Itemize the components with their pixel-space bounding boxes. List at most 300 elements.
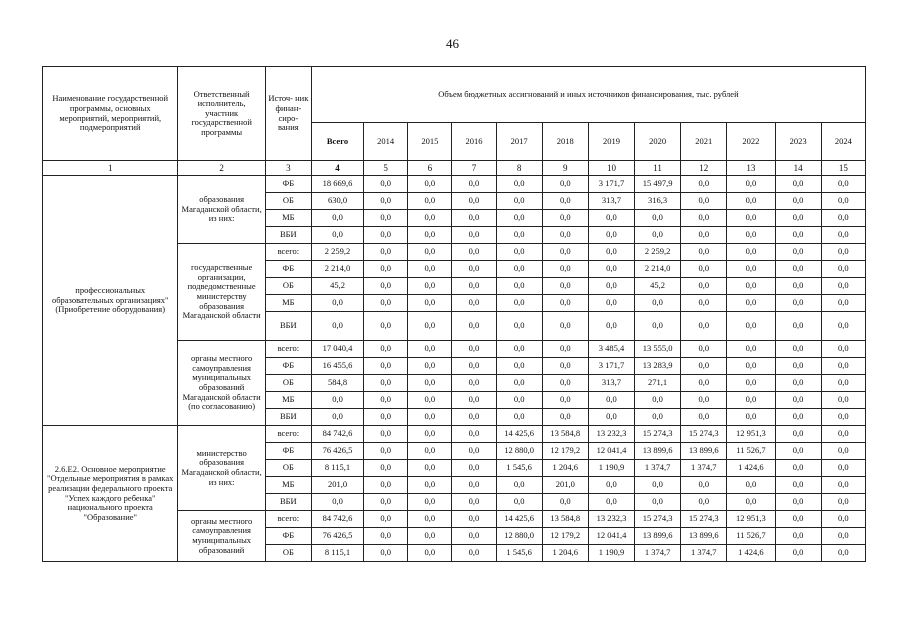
value-cell: 3 485,4 (588, 341, 634, 358)
total-cell: 0,0 (311, 227, 363, 244)
value-cell: 0,0 (775, 375, 821, 392)
value-cell: 0,0 (408, 528, 452, 545)
value-cell: 1 204,6 (542, 545, 588, 562)
value-cell: 1 374,7 (681, 545, 727, 562)
value-cell: 0,0 (727, 227, 775, 244)
value-cell: 0,0 (408, 341, 452, 358)
value-cell: 0,0 (588, 494, 634, 511)
source-cell: ФБ (265, 176, 311, 193)
value-cell: 13 232,3 (588, 511, 634, 528)
value-cell: 0,0 (452, 494, 496, 511)
value-cell: 0,0 (542, 375, 588, 392)
value-cell: 0,0 (496, 312, 542, 341)
value-cell: 12 951,3 (727, 511, 775, 528)
value-cell: 1 190,9 (588, 460, 634, 477)
value-cell: 0,0 (408, 409, 452, 426)
value-cell: 0,0 (775, 244, 821, 261)
value-cell: 0,0 (727, 494, 775, 511)
value-cell: 0,0 (775, 443, 821, 460)
value-cell: 0,0 (821, 278, 865, 295)
responsible-cell: органы местного самоуправления муниципальных образований Магаданской области (по согласованию) (178, 341, 265, 426)
value-cell: 0,0 (821, 210, 865, 227)
value-cell: 13 232,3 (588, 426, 634, 443)
value-cell: 0,0 (364, 528, 408, 545)
total-cell: 84 742,6 (311, 426, 363, 443)
value-cell: 0,0 (588, 312, 634, 341)
value-cell: 0,0 (821, 426, 865, 443)
source-cell: ФБ (265, 528, 311, 545)
value-cell: 14 425,6 (496, 426, 542, 443)
source-cell: ФБ (265, 261, 311, 278)
column-number: 7 (452, 161, 496, 176)
value-cell: 1 424,6 (727, 460, 775, 477)
value-cell: 0,0 (821, 528, 865, 545)
source-cell: МБ (265, 392, 311, 409)
value-cell: 0,0 (542, 210, 588, 227)
value-cell: 13 899,6 (635, 443, 681, 460)
value-cell: 0,0 (452, 375, 496, 392)
column-number: 15 (821, 161, 865, 176)
value-cell: 0,0 (496, 375, 542, 392)
value-cell: 0,0 (452, 392, 496, 409)
value-cell: 0,0 (452, 227, 496, 244)
value-cell: 0,0 (727, 341, 775, 358)
value-cell: 0,0 (727, 358, 775, 375)
value-cell: 0,0 (408, 176, 452, 193)
value-cell: 0,0 (542, 295, 588, 312)
value-cell: 0,0 (408, 375, 452, 392)
value-cell: 0,0 (727, 261, 775, 278)
value-cell: 1 190,9 (588, 545, 634, 562)
total-cell: 8 115,1 (311, 545, 363, 562)
value-cell: 0,0 (821, 375, 865, 392)
value-cell: 0,0 (408, 244, 452, 261)
value-cell: 0,0 (496, 358, 542, 375)
value-cell: 0,0 (364, 312, 408, 341)
value-cell: 0,0 (364, 511, 408, 528)
header-year: 2015 (408, 123, 452, 161)
total-cell: 45,2 (311, 278, 363, 295)
value-cell: 0,0 (408, 193, 452, 210)
value-cell: 15 274,3 (681, 511, 727, 528)
source-cell: ВБИ (265, 312, 311, 341)
header-year: 2023 (775, 123, 821, 161)
value-cell: 0,0 (635, 477, 681, 494)
source-cell: ВБИ (265, 409, 311, 426)
total-cell: 0,0 (311, 312, 363, 341)
value-cell: 0,0 (775, 511, 821, 528)
column-number: 13 (727, 161, 775, 176)
total-cell: 0,0 (311, 494, 363, 511)
value-cell: 0,0 (452, 261, 496, 278)
value-cell: 0,0 (542, 341, 588, 358)
value-cell: 0,0 (408, 494, 452, 511)
header-source: Источ- ник финан- сиро- вания (265, 67, 311, 161)
value-cell: 0,0 (452, 528, 496, 545)
value-cell: 0,0 (821, 460, 865, 477)
value-cell: 0,0 (775, 278, 821, 295)
value-cell: 0,0 (775, 210, 821, 227)
total-cell: 84 742,6 (311, 511, 363, 528)
value-cell: 0,0 (364, 341, 408, 358)
source-cell: всего: (265, 511, 311, 528)
value-cell: 0,0 (821, 227, 865, 244)
value-cell: 0,0 (635, 227, 681, 244)
table-row (43, 176, 866, 193)
value-cell: 0,0 (408, 312, 452, 341)
total-cell: 76 426,5 (311, 528, 363, 545)
column-number: 2 (178, 161, 265, 176)
value-cell: 14 425,6 (496, 511, 542, 528)
value-cell: 15 274,3 (681, 426, 727, 443)
column-number: 3 (265, 161, 311, 176)
header-total: Всего (311, 123, 363, 161)
value-cell: 0,0 (452, 426, 496, 443)
value-cell: 0,0 (408, 358, 452, 375)
value-cell: 0,0 (408, 392, 452, 409)
value-cell: 0,0 (727, 244, 775, 261)
program-name-cell: профессиональных образовательных организациях" (Приобретение оборудования) (43, 176, 178, 426)
total-cell: 2 259,2 (311, 244, 363, 261)
value-cell: 0,0 (408, 227, 452, 244)
value-cell: 0,0 (496, 176, 542, 193)
value-cell: 0,0 (496, 392, 542, 409)
value-cell: 0,0 (775, 358, 821, 375)
value-cell: 0,0 (821, 443, 865, 460)
value-cell: 0,0 (364, 176, 408, 193)
value-cell: 0,0 (681, 341, 727, 358)
total-cell: 630,0 (311, 193, 363, 210)
value-cell: 1 374,7 (635, 545, 681, 562)
source-cell: ОБ (265, 193, 311, 210)
value-cell: 0,0 (452, 358, 496, 375)
value-cell: 0,0 (496, 477, 542, 494)
value-cell: 0,0 (775, 261, 821, 278)
value-cell: 0,0 (775, 545, 821, 562)
value-cell: 0,0 (588, 392, 634, 409)
value-cell: 0,0 (588, 409, 634, 426)
value-cell: 0,0 (364, 358, 408, 375)
value-cell: 0,0 (588, 261, 634, 278)
total-cell: 18 669,6 (311, 176, 363, 193)
value-cell: 15 274,3 (635, 511, 681, 528)
header-volume: Объем бюджетных ассигнований и иных источников финансирования, тыс. рублей (311, 67, 865, 123)
value-cell: 0,0 (775, 295, 821, 312)
value-cell: 0,0 (775, 176, 821, 193)
value-cell: 0,0 (364, 295, 408, 312)
value-cell: 0,0 (496, 278, 542, 295)
total-cell: 201,0 (311, 477, 363, 494)
total-cell: 0,0 (311, 392, 363, 409)
value-cell: 1 374,7 (681, 460, 727, 477)
value-cell: 45,2 (635, 278, 681, 295)
value-cell: 313,7 (588, 375, 634, 392)
value-cell: 0,0 (681, 193, 727, 210)
value-cell: 15 497,9 (635, 176, 681, 193)
value-cell: 0,0 (775, 193, 821, 210)
source-cell: МБ (265, 295, 311, 312)
column-number: 8 (496, 161, 542, 176)
value-cell: 0,0 (364, 278, 408, 295)
value-cell: 0,0 (364, 545, 408, 562)
responsible-cell: образования Магаданской области, из них: (178, 176, 265, 244)
source-cell: ОБ (265, 278, 311, 295)
value-cell: 0,0 (542, 358, 588, 375)
value-cell: 0,0 (542, 312, 588, 341)
value-cell: 0,0 (775, 460, 821, 477)
value-cell: 0,0 (588, 477, 634, 494)
value-cell: 0,0 (821, 511, 865, 528)
value-cell: 0,0 (681, 210, 727, 227)
value-cell: 0,0 (681, 375, 727, 392)
header-year: 2019 (588, 123, 634, 161)
value-cell: 0,0 (635, 295, 681, 312)
value-cell: 0,0 (775, 312, 821, 341)
value-cell: 0,0 (775, 409, 821, 426)
value-cell: 0,0 (496, 244, 542, 261)
value-cell: 0,0 (588, 295, 634, 312)
column-number: 1 (43, 161, 178, 176)
value-cell: 0,0 (542, 227, 588, 244)
value-cell: 0,0 (821, 477, 865, 494)
responsible-cell: министерство образования Магаданской области, из них: (178, 426, 265, 511)
source-cell: всего: (265, 244, 311, 261)
value-cell: 0,0 (681, 227, 727, 244)
value-cell: 0,0 (775, 426, 821, 443)
value-cell: 1 204,6 (542, 460, 588, 477)
value-cell: 0,0 (542, 244, 588, 261)
value-cell: 316,3 (635, 193, 681, 210)
value-cell: 13 283,9 (635, 358, 681, 375)
value-cell: 0,0 (727, 409, 775, 426)
source-cell: ОБ (265, 545, 311, 562)
value-cell: 0,0 (821, 193, 865, 210)
source-cell: ВБИ (265, 227, 311, 244)
value-cell: 0,0 (408, 210, 452, 227)
value-cell: 13 584,8 (542, 426, 588, 443)
value-cell: 0,0 (408, 278, 452, 295)
header-year: 2017 (496, 123, 542, 161)
value-cell: 0,0 (821, 261, 865, 278)
value-cell: 3 171,7 (588, 358, 634, 375)
column-number: 12 (681, 161, 727, 176)
value-cell: 0,0 (821, 358, 865, 375)
header-year: 2022 (727, 123, 775, 161)
source-cell: ОБ (265, 375, 311, 392)
value-cell: 13 899,6 (681, 528, 727, 545)
value-cell: 0,0 (681, 392, 727, 409)
value-cell: 271,1 (635, 375, 681, 392)
value-cell: 0,0 (681, 477, 727, 494)
value-cell: 313,7 (588, 193, 634, 210)
value-cell: 0,0 (364, 392, 408, 409)
value-cell: 0,0 (452, 409, 496, 426)
value-cell: 0,0 (681, 261, 727, 278)
source-cell: МБ (265, 477, 311, 494)
column-number: 4 (311, 161, 363, 176)
value-cell: 0,0 (821, 494, 865, 511)
value-cell: 0,0 (821, 312, 865, 341)
value-cell: 0,0 (821, 341, 865, 358)
value-cell: 0,0 (408, 426, 452, 443)
value-cell: 3 171,7 (588, 176, 634, 193)
value-cell: 0,0 (452, 477, 496, 494)
value-cell: 1 545,6 (496, 545, 542, 562)
table-row (43, 426, 866, 443)
value-cell: 12 880,0 (496, 528, 542, 545)
value-cell: 0,0 (452, 460, 496, 477)
value-cell: 0,0 (821, 295, 865, 312)
value-cell: 0,0 (635, 494, 681, 511)
value-cell: 0,0 (588, 278, 634, 295)
value-cell: 13 899,6 (635, 528, 681, 545)
value-cell: 12 041,4 (588, 443, 634, 460)
value-cell: 0,0 (452, 176, 496, 193)
column-number: 5 (364, 161, 408, 176)
value-cell: 0,0 (681, 409, 727, 426)
value-cell: 0,0 (452, 244, 496, 261)
value-cell: 1 424,6 (727, 545, 775, 562)
value-cell: 0,0 (364, 477, 408, 494)
value-cell: 0,0 (408, 443, 452, 460)
value-cell: 0,0 (408, 477, 452, 494)
column-number: 6 (408, 161, 452, 176)
responsible-cell: органы местного самоуправления муниципальных образований (178, 511, 265, 562)
value-cell: 0,0 (727, 193, 775, 210)
total-cell: 584,8 (311, 375, 363, 392)
value-cell: 0,0 (408, 545, 452, 562)
value-cell: 0,0 (452, 193, 496, 210)
source-cell: ВБИ (265, 494, 311, 511)
value-cell: 0,0 (681, 295, 727, 312)
source-cell: всего: (265, 426, 311, 443)
value-cell: 0,0 (452, 295, 496, 312)
value-cell: 0,0 (452, 511, 496, 528)
value-cell: 0,0 (364, 261, 408, 278)
value-cell: 13 555,0 (635, 341, 681, 358)
value-cell: 0,0 (775, 392, 821, 409)
value-cell: 1 545,6 (496, 460, 542, 477)
header-year: 2018 (542, 123, 588, 161)
value-cell: 0,0 (727, 375, 775, 392)
value-cell: 0,0 (681, 358, 727, 375)
program-name-cell: 2.6.Е2. Основное мероприятие "Отдельные мероприятия в рамках реализации федерального проекта "Успех каждого ребенка" национального проекта "Образование" (43, 426, 178, 562)
value-cell: 0,0 (635, 392, 681, 409)
source-cell: ОБ (265, 460, 311, 477)
value-cell: 0,0 (635, 409, 681, 426)
value-cell: 0,0 (542, 392, 588, 409)
value-cell: 0,0 (727, 295, 775, 312)
header-name: Наименование государственной программы, основных мероприятий, мероприятий, подмероприятий (43, 67, 178, 161)
total-cell: 76 426,5 (311, 443, 363, 460)
column-number: 11 (635, 161, 681, 176)
value-cell: 0,0 (542, 176, 588, 193)
value-cell: 0,0 (681, 494, 727, 511)
value-cell: 0,0 (452, 210, 496, 227)
value-cell: 0,0 (727, 210, 775, 227)
value-cell: 0,0 (821, 176, 865, 193)
value-cell: 2 214,0 (635, 261, 681, 278)
column-number: 9 (542, 161, 588, 176)
value-cell: 0,0 (496, 210, 542, 227)
value-cell: 0,0 (727, 312, 775, 341)
value-cell: 0,0 (496, 227, 542, 244)
value-cell: 0,0 (496, 295, 542, 312)
value-cell: 0,0 (727, 176, 775, 193)
value-cell: 0,0 (408, 295, 452, 312)
value-cell: 0,0 (542, 494, 588, 511)
total-cell: 0,0 (311, 295, 363, 312)
page-number: 46 (446, 36, 459, 51)
value-cell: 0,0 (364, 443, 408, 460)
value-cell: 13 899,6 (681, 443, 727, 460)
value-cell: 0,0 (775, 494, 821, 511)
value-cell: 0,0 (364, 460, 408, 477)
header-year: 2024 (821, 123, 865, 161)
value-cell: 0,0 (364, 244, 408, 261)
value-cell: 0,0 (408, 261, 452, 278)
value-cell: 11 526,7 (727, 443, 775, 460)
total-cell: 8 115,1 (311, 460, 363, 477)
value-cell: 0,0 (364, 409, 408, 426)
source-cell: всего: (265, 341, 311, 358)
value-cell: 0,0 (452, 312, 496, 341)
header-year: 2014 (364, 123, 408, 161)
value-cell: 0,0 (496, 341, 542, 358)
value-cell: 201,0 (542, 477, 588, 494)
value-cell: 0,0 (681, 176, 727, 193)
value-cell: 0,0 (681, 312, 727, 341)
value-cell: 0,0 (821, 392, 865, 409)
value-cell: 0,0 (496, 494, 542, 511)
header-year: 2016 (452, 123, 496, 161)
value-cell: 0,0 (496, 409, 542, 426)
value-cell: 1 374,7 (635, 460, 681, 477)
value-cell: 0,0 (364, 210, 408, 227)
value-cell: 0,0 (364, 193, 408, 210)
value-cell: 13 584,8 (542, 511, 588, 528)
value-cell: 0,0 (775, 227, 821, 244)
value-cell: 0,0 (364, 227, 408, 244)
value-cell: 15 274,3 (635, 426, 681, 443)
source-cell: ФБ (265, 443, 311, 460)
value-cell: 0,0 (452, 278, 496, 295)
source-cell: ФБ (265, 358, 311, 375)
value-cell: 0,0 (364, 494, 408, 511)
value-cell: 0,0 (727, 392, 775, 409)
value-cell: 12 179,2 (542, 528, 588, 545)
value-cell: 11 526,7 (727, 528, 775, 545)
budget-table (42, 66, 866, 562)
value-cell: 0,0 (681, 278, 727, 295)
value-cell: 0,0 (681, 244, 727, 261)
value-cell: 0,0 (496, 261, 542, 278)
value-cell: 0,0 (452, 341, 496, 358)
header-year: 2020 (635, 123, 681, 161)
total-cell: 17 040,4 (311, 341, 363, 358)
value-cell: 12 179,2 (542, 443, 588, 460)
value-cell: 0,0 (775, 341, 821, 358)
value-cell: 0,0 (635, 312, 681, 341)
responsible-cell: государственные организации, подведомственные министерству образования Магаданской области (178, 244, 265, 341)
value-cell: 0,0 (821, 244, 865, 261)
value-cell: 0,0 (452, 545, 496, 562)
header-year: 2021 (681, 123, 727, 161)
source-cell: МБ (265, 210, 311, 227)
value-cell: 0,0 (727, 477, 775, 494)
value-cell: 0,0 (727, 278, 775, 295)
value-cell: 0,0 (364, 375, 408, 392)
